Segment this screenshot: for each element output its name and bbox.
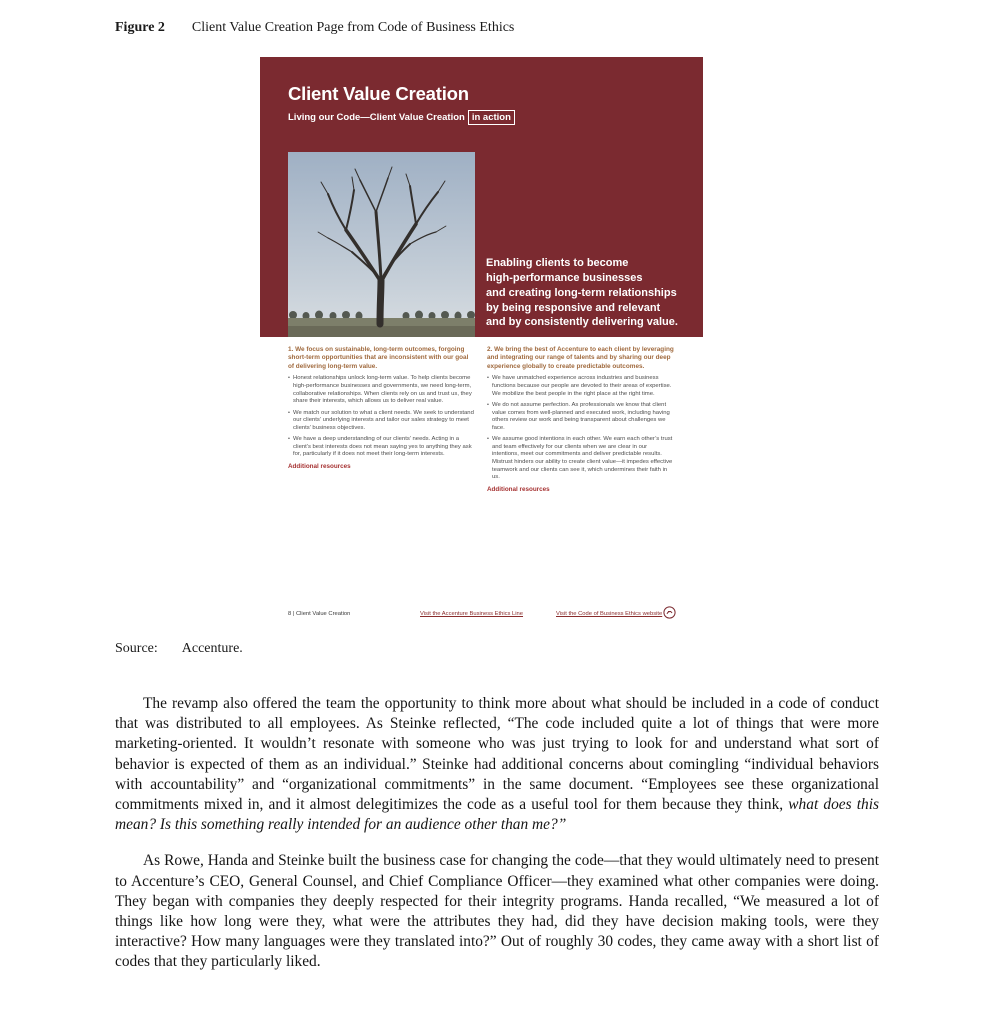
code-website-link[interactable]: Visit the Code of Business Ethics website bbox=[556, 611, 663, 617]
body-text bbox=[115, 694, 879, 989]
slide-statement: Enabling clients to become high-performance businesses and creating long-term relationships by being responsive and relevant and by consistently delivering value. bbox=[486, 257, 678, 329]
slide-columns bbox=[260, 337, 703, 493]
slide-header-band bbox=[260, 57, 703, 337]
column-2-bullet: • We assume good intentions in each other. We earn each other’s trust and team effectively for our clients when we are clear in our intentions, meet our commitments and deliver predictable results. Mistrust hinders our ability to create client value—it impedes effective teamwork and our clients can see it, which undermines their faith in us. bbox=[487, 436, 675, 482]
column-2-lead: 2. We bring the best of Accenture to each client by leveraging and integrating our range of talents and by sharing our deep experience globally to create predictable outcomes. bbox=[487, 346, 674, 370]
slide-footer bbox=[260, 606, 703, 624]
slide-subtitle-text: Living our Code—Client Value Creation bbox=[288, 112, 465, 123]
tree-illustration bbox=[288, 152, 475, 337]
column-2-bullet: • We do not assume perfection. As professionals we know that client value comes from well-planned and executed work, including having others review our work and being transparent about challenges we face. bbox=[487, 402, 675, 433]
figure-image-slide bbox=[260, 57, 703, 625]
paragraph-2: As Rowe, Handa and Steinke built the business case for changing the code—that they would ultimately need to present to Accenture’s CEO, General Counsel, and Chief Compliance Officer—they examined what other companies were doing. They began with companies they deeply respected for their integrity programs. Handa recalled, “We measured a lot of things like how long were they, what were the attributes they had, did they have decision making tools, were they interactive? How many languages were they translated into?” Out of roughly 30 codes, they came away with a short list of codes that they particularly liked. bbox=[115, 852, 879, 971]
slide-title: Client Value Creation bbox=[288, 83, 469, 104]
bare-tree-photo bbox=[288, 152, 475, 337]
column-1 bbox=[288, 346, 476, 493]
figure-label: Figure 2 bbox=[115, 20, 165, 35]
ethics-logo-icon bbox=[663, 606, 676, 619]
source-value: Accenture. bbox=[181, 641, 243, 656]
slide-page-number: 8 | Client Value Creation bbox=[288, 611, 351, 617]
additional-resources-link[interactable]: Additional resources bbox=[288, 463, 351, 471]
column-1-bullet: • Honest relationships unlock long-term value. To help clients become high-performance businesses and governments, we need long-term, collaborative relationships. When clients rely on us and trust us, they share their interests, which allows us to deliver real value. bbox=[288, 375, 476, 406]
column-1-lead: 1. We focus on sustainable, long-term outcomes, forgoing short-term opportunities that are inconsistent with our goal of delivering long-term value. bbox=[288, 346, 469, 370]
slide-subtitle bbox=[288, 110, 515, 125]
column-2 bbox=[487, 346, 675, 493]
figure-caption bbox=[115, 20, 514, 36]
additional-resources-link[interactable]: Additional resources bbox=[487, 486, 550, 494]
figure-title: Client Value Creation Page from Code of Business Ethics bbox=[191, 20, 515, 35]
column-2-bullet: • We have unmatched experience across industries and business functions because our people are devoted to their areas of expertise. We mobilize the best people in the right place at the right time. bbox=[487, 375, 675, 398]
in-action-badge: in action bbox=[468, 110, 515, 125]
source-line bbox=[115, 641, 243, 657]
ethics-line-link[interactable]: Visit the Accenture Business Ethics Line bbox=[420, 611, 524, 617]
source-label: Source: bbox=[115, 641, 158, 656]
column-1-bullet: • We match our solution to what a client needs. We seek to understand our clients’ underlying interests and tailor our sales strategy to meet clients’ business objectives. bbox=[288, 410, 476, 433]
paragraph-1-italic: what does this mean? Is this something really intended for an audience other than me?” bbox=[115, 796, 879, 834]
column-1-bullet: • We have a deep understanding of our clients’ needs. Acting in a client’s best interests does not mean saying yes to anything they ask for, particularly if it does not meet their long-term interests. bbox=[288, 436, 476, 459]
paragraph-1: The revamp also offered the team the opportunity to think more about what should be included in a code of conduct that was distributed to all employees. As Steinke reflected, “The code included quite a lot of things that were more marketing-oriented. It wouldn’t resonate with someone who was just trying to look for and understand what sort of behavior is expected of them as an individual.” Steinke had additional concerns about comingling “individual behaviors with accountability” and “organizational commitments” in the same document. “Employees see these organizational commitments mixed in, and it almost delegitimizes the code as a useful tool for them because they think, what does this mean? Is this something really intended for an audience other than me?” bbox=[115, 695, 879, 834]
